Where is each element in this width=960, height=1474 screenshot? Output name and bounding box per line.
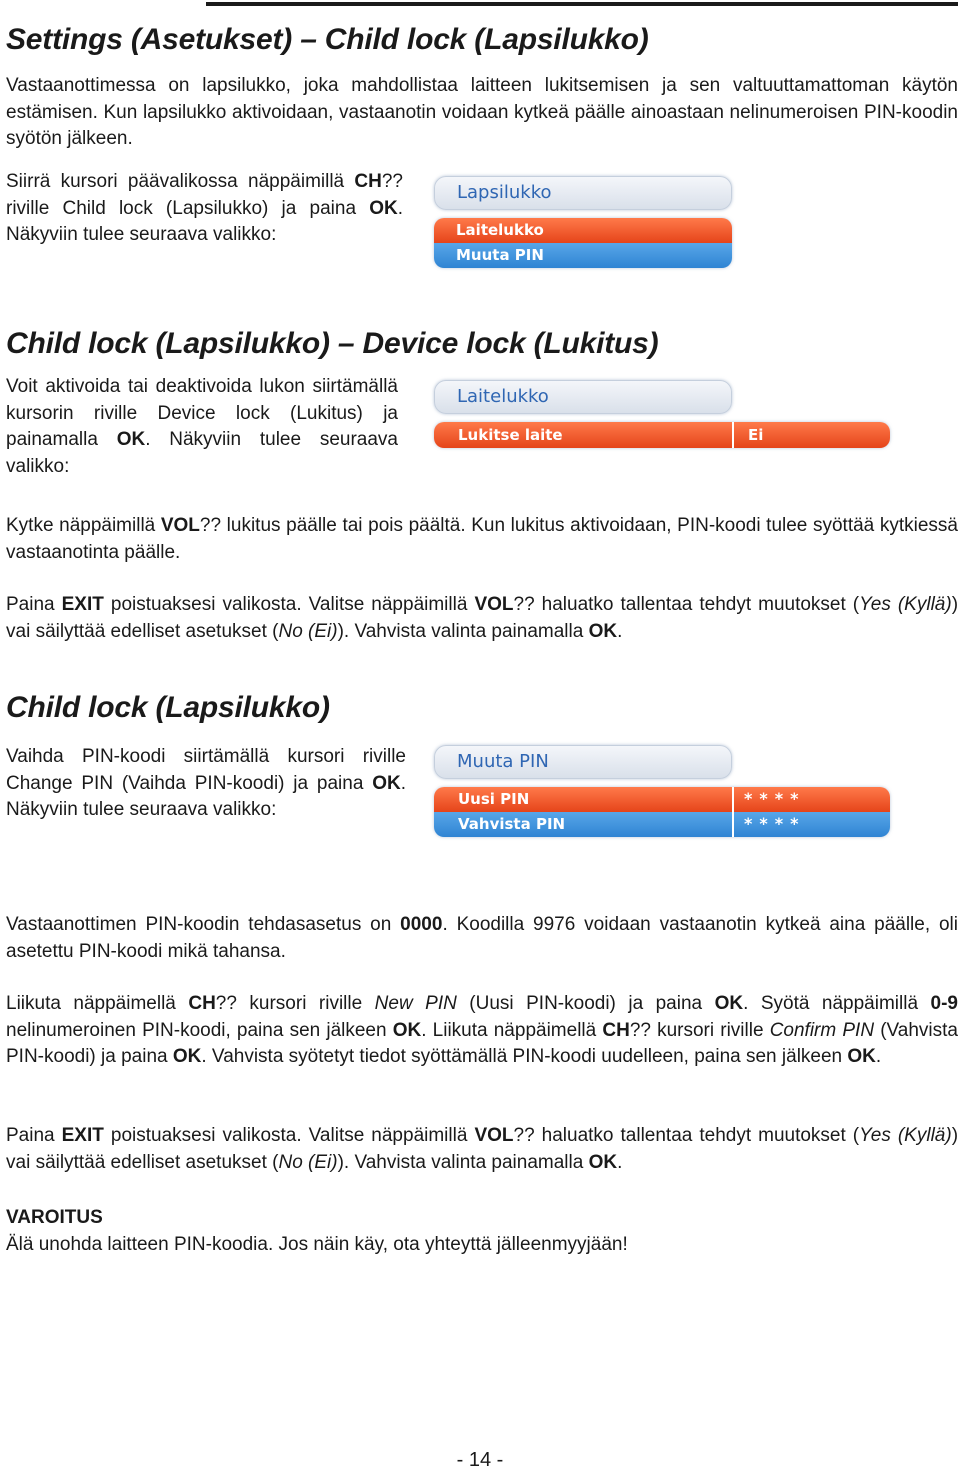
menu-title: Laitelukko (434, 380, 732, 414)
menu-row-new-pin[interactable] (434, 787, 890, 812)
row-label: Vahvista PIN (434, 812, 732, 837)
section2-heading: Child lock (Lapsilukko) – Device lock (Lukitus) (6, 327, 659, 360)
page-number: - 14 - (456, 1449, 504, 1471)
child-lock-menu (434, 176, 732, 272)
menu-title: Muuta PIN (434, 745, 732, 779)
section2-text: Voit aktivoida tai deaktivoida lukon siirtämällä kursorin riville Device lock (Lukitus) ja painamalla OK. Näkyviin tulee seuraava valikko: (6, 376, 398, 477)
row-value: Ei (732, 422, 890, 448)
device-lock-menu (434, 380, 890, 452)
lock-toggle-paragraph: Kytke näppäimillä VOL?? lukitus päälle tai pois päältä. Kun lukitus aktivoidaan, PIN-koodi tulee syöttää kytkiessä vastaanotinta päälle. (6, 515, 958, 563)
exit-paragraph-2: Paina EXIT poistuaksesi valikosta. Valitse näppäimillä VOL?? haluatko tallentaa tehdyt muutokset (Yes (Kyllä)) vai säilyttää edelliset asetukset (No (Ei)). Vahvista valinta painamalla OK. (6, 1125, 959, 1173)
exit-paragraph-1: Paina EXIT poistuaksesi valikosta. Valitse näppäimillä VOL?? haluatko tallentaa tehdyt muutokset (Yes (Kyllä)) vai säilyttää edelliset asetukset (No (Ei)). Vahvista valinta painamalla OK. (6, 594, 959, 642)
row-value: **** (732, 812, 890, 837)
menu-row-lock-device[interactable] (434, 422, 890, 448)
menu-body (434, 787, 890, 837)
menu-item-change-pin[interactable]: Muuta PIN (434, 243, 732, 268)
warning-text: Älä unohda laitteen PIN-koodia. Jos näin käy, ota yhteyttä jälleenmyyjään! (6, 1233, 628, 1255)
menu-body (434, 422, 890, 448)
section3-heading: Child lock (Lapsilukko) (6, 691, 330, 724)
menu-body (434, 218, 732, 268)
new-pin-paragraph: Liikuta näppäimellä CH?? kursori riville New PIN (Uusi PIN-koodi) ja paina OK. Syötä näppäimillä 0-9 nelinumeroinen PIN-koodi, paina sen jälkeen OK. Liikuta näppäimellä CH?? kursori riville Confirm PIN (Vahvista PIN-koodi) ja paina OK. Vahvista syötetyt tiedot syöttämällä PIN-koodi uudelleen, paina sen jälkeen OK. (6, 993, 958, 1067)
row-label: Uusi PIN (434, 787, 732, 812)
section1-text: Siirrä kursori päävalikossa näppäimillä CH?? riville Child lock (Lapsilukko) ja paina OK. Näkyviin tulee seuraava valikko: (6, 171, 403, 245)
warning-title: VAROITUS (6, 1207, 103, 1228)
factory-pin-paragraph: Vastaanottimen PIN-koodin tehdasasetus on 0000. Koodilla 9976 voidaan vastaanotin kytkeä aina päälle, oli asetettu PIN-koodi mikä tahansa. (6, 914, 958, 962)
menu-title: Lapsilukko (434, 176, 732, 210)
menu-row-confirm-pin[interactable] (434, 812, 890, 837)
row-value: **** (732, 787, 890, 812)
menu-item-device-lock[interactable]: Laitelukko (434, 218, 732, 243)
change-pin-menu (434, 745, 890, 841)
row-label: Lukitse laite (434, 422, 732, 448)
warning-block (6, 1205, 958, 1258)
intro-paragraph: Vastaanottimessa on lapsilukko, joka mahdollistaa laitteen lukitsemisen ja sen valtuuttamattoman käytön estämisen. Kun lapsilukko aktivoidaan, vastaanotin voidaan kytkeä päälle ainoastaan nelinumeroisen PIN-koodin syötön jälkeen. (6, 75, 958, 149)
page-title: Settings (Asetukset) – Child lock (Lapsilukko) (6, 23, 649, 56)
header-rule (206, 2, 958, 6)
section3-text: Vaihda PIN-koodi siirtämällä kursori riville Change PIN (Vaihda PIN-koodi) ja paina OK. Näkyviin tulee seuraava valikko: (6, 746, 406, 820)
